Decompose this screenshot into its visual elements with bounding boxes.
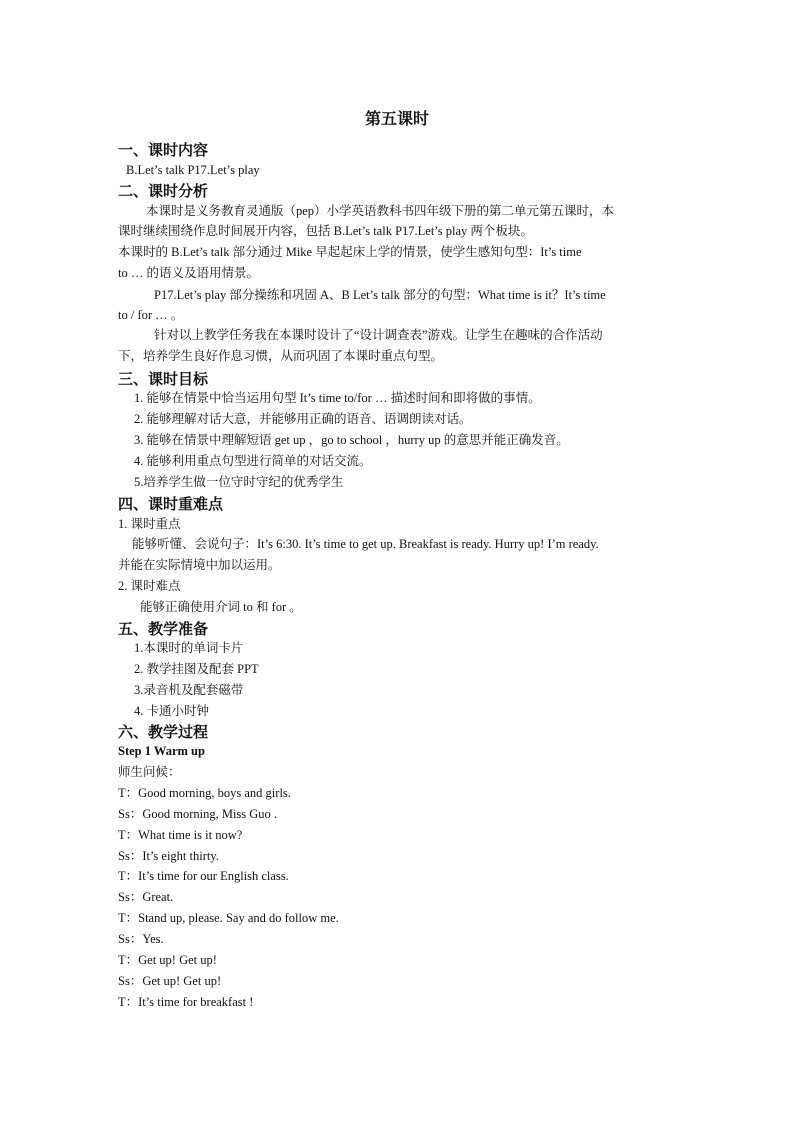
dialogue-line: Ss：Great. [118, 890, 174, 904]
analysis-paragraph-1a: 本课时是义务教育灵通版（pep）小学英语教科书四年级下册的第二单元第五课时，本 [146, 204, 615, 218]
dialogue-line: Ss：It’s eight thirty. [118, 849, 219, 863]
dialogue-line: T：Get up! Get up! [118, 953, 217, 967]
preparation-item: 3.录音机及配套磁带 [134, 683, 244, 697]
analysis-paragraph-3a: P17.Let’s play 部分操练和巩固 A、B Let’s talk 部分的句型：What time is it？It’s time [154, 288, 606, 302]
dialogue-line: T：It’s time for breakfast ! [118, 995, 254, 1009]
dialogue-line: T：What time is it now? [118, 828, 243, 842]
dialogue-line: T：It’s time for our English class. [118, 869, 289, 883]
preparation-item: 1.本课时的单词卡片 [134, 641, 244, 655]
step-heading: Step 1 Warm up [118, 744, 205, 758]
section-heading-goals: 三、课时目标 [118, 372, 209, 388]
dialogue-line: Ss：Get up! Get up! [118, 974, 222, 988]
dialogue-line: T：Good morning, boys and girls. [118, 786, 291, 800]
key-point-subheading: 1. 课时重点 [118, 517, 181, 531]
analysis-paragraph-2b: to … 的语义及语用情景。 [118, 266, 259, 280]
section-heading-analysis: 二、课时分析 [118, 184, 209, 200]
key-point-text: 能够听懂、会说句子：It’s 6:30. It’s time to get up. Breakfast is ready. Hurry up! I’m ready. [132, 537, 599, 551]
analysis-paragraph-3b: to / for … 。 [118, 308, 184, 322]
dialogue-line: Ss：Yes. [118, 932, 164, 946]
section-heading-process: 六、教学过程 [118, 725, 209, 741]
section-heading-preparation: 五、教学准备 [118, 622, 209, 638]
analysis-paragraph-1b: 课时继续围绕作息时间展开内容，包括 B.Let’s talk P17.Let’s play 两个板块。 [118, 224, 533, 238]
dialogue-line: Ss：Good morning, Miss Guo . [118, 807, 278, 821]
goal-item: 4. 能够利用重点句型进行简单的对话交流。 [134, 454, 372, 468]
greeting-intro: 师生问候： [118, 765, 181, 779]
difficulty-subheading: 2. 课时难点 [118, 579, 181, 593]
section-heading-content: 一、课时内容 [118, 143, 209, 159]
goal-item: 1. 能够在情景中恰当运用句型 It’s time to/for … 描述时间和即将做的事情。 [134, 391, 541, 405]
page-title: 第五课时 [364, 111, 429, 128]
goal-item: 3. 能够在情景中理解短语 get up ，go to school ，hurry up 的意思并能正确发音。 [134, 433, 569, 447]
analysis-paragraph-4b: 下，培养学生良好作息习惯，从而巩固了本课时重点句型。 [118, 349, 444, 363]
key-point-text: 并能在实际情境中加以运用。 [118, 558, 281, 572]
goal-item: 5.培养学生做一位守时守纪的优秀学生 [134, 475, 344, 489]
section-heading-key-points: 四、课时重难点 [118, 497, 224, 513]
goal-item: 2. 能够理解对话大意，并能够用正确的语音、语调朗读对话。 [134, 412, 472, 426]
analysis-paragraph-2a: 本课时的 B.Let’s talk 部分通过 Mike 早起起床上学的情景，使学生感知句型：It’s time [118, 245, 582, 259]
content-line: B.Let’s talk P17.Let’s play [126, 163, 260, 177]
dialogue-line: T：Stand up, please. Say and do follow me. [118, 911, 339, 925]
preparation-item: 2. 教学挂图及配套 PPT [134, 662, 259, 676]
preparation-item: 4. 卡通小时钟 [134, 704, 210, 718]
analysis-paragraph-4a: 针对以上教学任务我在本课时设计了“设计调查表”游戏。让学生在趣味的合作活动 [154, 328, 603, 342]
difficulty-text: 能够正确使用介词 to 和 for 。 [140, 600, 302, 614]
